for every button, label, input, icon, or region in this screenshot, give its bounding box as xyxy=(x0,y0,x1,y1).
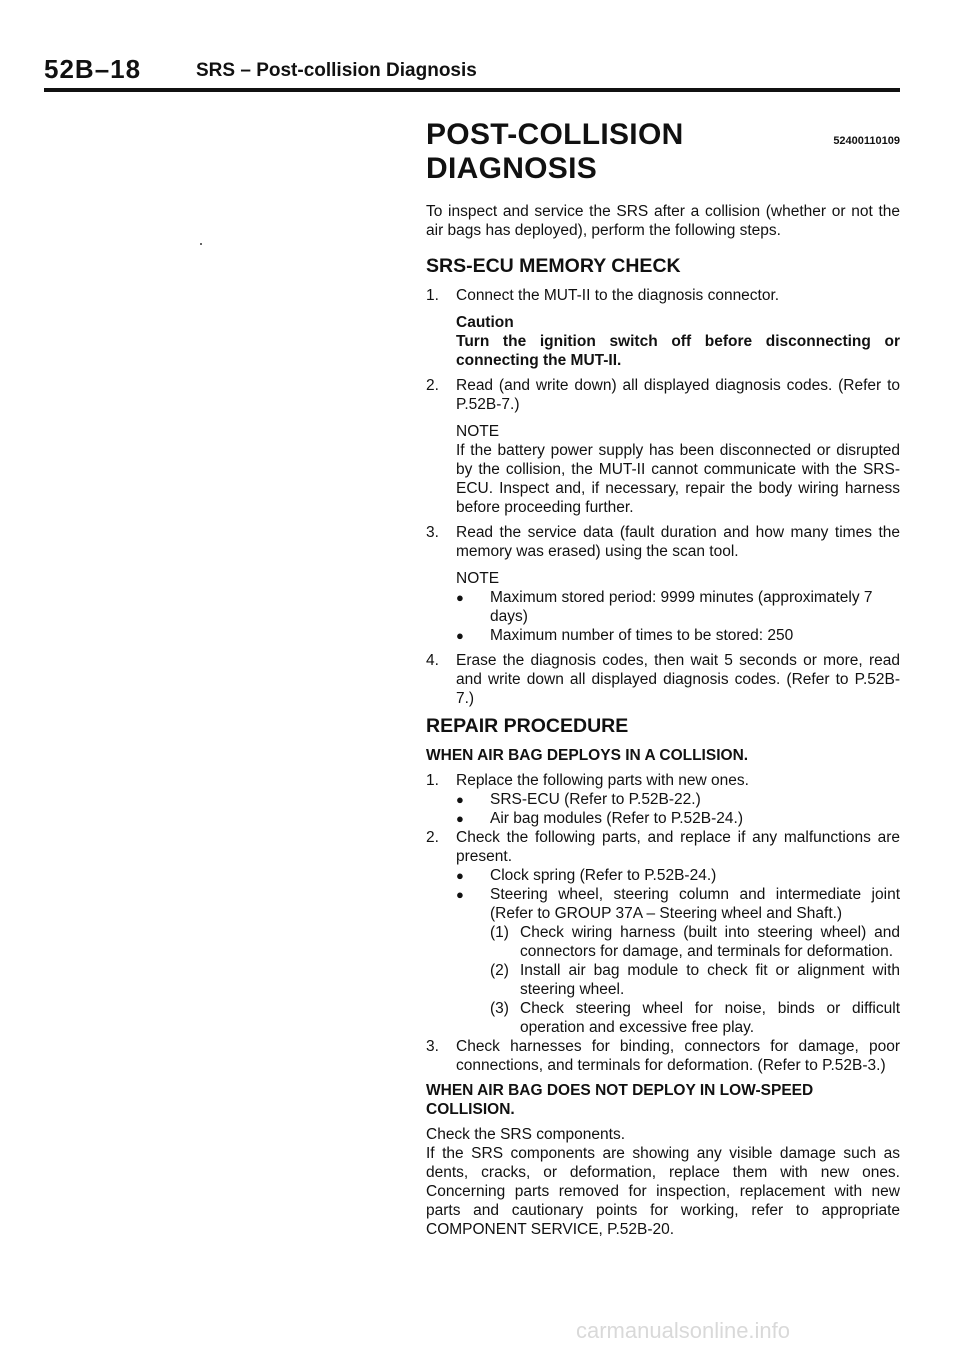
no-deploy-text: Check the SRS components. xyxy=(426,1126,626,1143)
no-deploy-heading: WHEN AIR BAG DOES NOT DEPLOY IN LOW-SPEED COLLISION. xyxy=(426,1082,814,1118)
sub-text: Check wiring harness (built into steering wheel) and connectors for damage, and terminals for deformation. xyxy=(520,924,900,960)
bullet-icon: ● xyxy=(456,887,464,902)
bullet-icon: ● xyxy=(456,590,464,605)
note-label: NOTE xyxy=(456,423,500,440)
memory-step-2 xyxy=(426,376,900,517)
deploy-heading: WHEN AIR BAG DEPLOYS IN A COLLISION. xyxy=(426,747,749,764)
list-item xyxy=(456,866,900,885)
step-number: 2. xyxy=(426,377,439,394)
step-text: Check harnesses for binding, connectors for damage, poor connections, and terminals for deformation. (Refer to P.52B-3.) xyxy=(456,1038,900,1074)
sub-item xyxy=(490,923,900,961)
list-item xyxy=(456,809,900,828)
bullet-text: Maximum number of times to be stored: 250 xyxy=(490,627,794,644)
caution-text: Turn the ignition switch off before disconnecting or connecting the MUT-II. xyxy=(456,333,900,369)
step-text: Erase the diagnosis codes, then wait 5 seconds or more, read and write down all displayed diagnosis codes. (Refer to P.52B-7.) xyxy=(456,652,900,707)
bullet-text: Steering wheel, steering column and intermediate joint (Refer to GROUP 37A – Steering wheel and Shaft.) xyxy=(490,886,900,922)
bullet-icon: ● xyxy=(456,628,464,643)
header-rule xyxy=(44,88,900,92)
document-code: 52400110109 xyxy=(833,135,900,147)
step-text: Read the service data (fault duration and how many times the memory was erased) using the scan tool. xyxy=(456,524,900,560)
sub-number: (3) xyxy=(490,1000,509,1017)
bullet-text: Air bag modules (Refer to P.52B-24.) xyxy=(490,810,744,827)
repair-step-3 xyxy=(426,1037,900,1075)
sub-text: Check steering wheel for noise, binds or difficult operation and excessive free play. xyxy=(520,1000,900,1036)
list-item xyxy=(456,588,900,626)
bullet-text: Maximum stored period: 9999 minutes (approximately 7 days) xyxy=(490,589,873,625)
sub-number: (2) xyxy=(490,962,509,979)
repair-step-2 xyxy=(426,828,900,1037)
watermark: carmanualsonline.info xyxy=(576,1318,791,1343)
list-item xyxy=(456,885,900,1037)
intro-paragraph: To inspect and service the SRS after a collision (whether or not the air bags has deployed), perform the following steps. xyxy=(426,203,900,239)
step-text: Read (and write down) all displayed diagnosis codes. (Refer to P.52B-7.) xyxy=(456,377,900,413)
page-title: POST-COLLISION DIAGNOSIS xyxy=(426,118,684,185)
step-text: Replace the following parts with new ones. xyxy=(456,772,749,789)
step-number: 3. xyxy=(426,1038,439,1055)
repair-step-1 xyxy=(426,771,900,828)
section-title: SRS – Post-collision Diagnosis xyxy=(196,60,477,81)
main-content xyxy=(426,118,900,1239)
list-item xyxy=(456,626,900,645)
page-header xyxy=(44,54,900,94)
step-number: 1. xyxy=(426,772,439,789)
memory-check-heading: SRS-ECU MEMORY CHECK xyxy=(426,255,681,277)
no-deploy-text: If the SRS components are showing any visible damage such as dents, cracks, or deformation, replace them with new ones. Concerning parts removed for inspection, replacement with new parts and cautionary points for working, refer to appropriate COMPONENT SERVICE, P.52B-20. xyxy=(426,1145,900,1238)
bullet-icon: ● xyxy=(456,811,464,826)
bullet-icon: ● xyxy=(456,868,464,883)
caution-label: Caution xyxy=(456,314,514,331)
bullet-icon: ● xyxy=(456,792,464,807)
step-number: 4. xyxy=(426,652,439,669)
sub-number: (1) xyxy=(490,924,509,941)
note-text: If the battery power supply has been disconnected or disrupted by the collision, the MUT-II cannot communicate with the SRS-ECU. Inspect and, if necessary, repair the body wiring harness before proceeding further. xyxy=(456,442,900,516)
bullet-text: SRS-ECU (Refer to P.52B-22.) xyxy=(490,791,701,808)
sub-text: Install air bag module to check fit or alignment with steering wheel. xyxy=(520,962,900,998)
note-label: NOTE xyxy=(456,570,500,587)
list-item xyxy=(456,790,900,809)
sub-item xyxy=(490,961,900,999)
memory-step-4 xyxy=(426,651,900,708)
page-number: 52B–18 xyxy=(44,54,142,84)
bullet-text: Clock spring (Refer to P.52B-24.) xyxy=(490,867,717,884)
step-text: Check the following parts, and replace if any malfunctions are present. xyxy=(456,829,900,865)
title-row xyxy=(426,118,900,186)
step-number: 1. xyxy=(426,287,439,304)
step-text: Connect the MUT-II to the diagnosis connector. xyxy=(456,287,780,304)
sub-item xyxy=(490,999,900,1037)
memory-step-3 xyxy=(426,523,900,645)
step-number: 2. xyxy=(426,829,439,846)
scan-speck xyxy=(200,243,202,245)
memory-step-1 xyxy=(426,286,900,370)
repair-heading: REPAIR PROCEDURE xyxy=(426,715,629,737)
step-number: 3. xyxy=(426,524,439,541)
